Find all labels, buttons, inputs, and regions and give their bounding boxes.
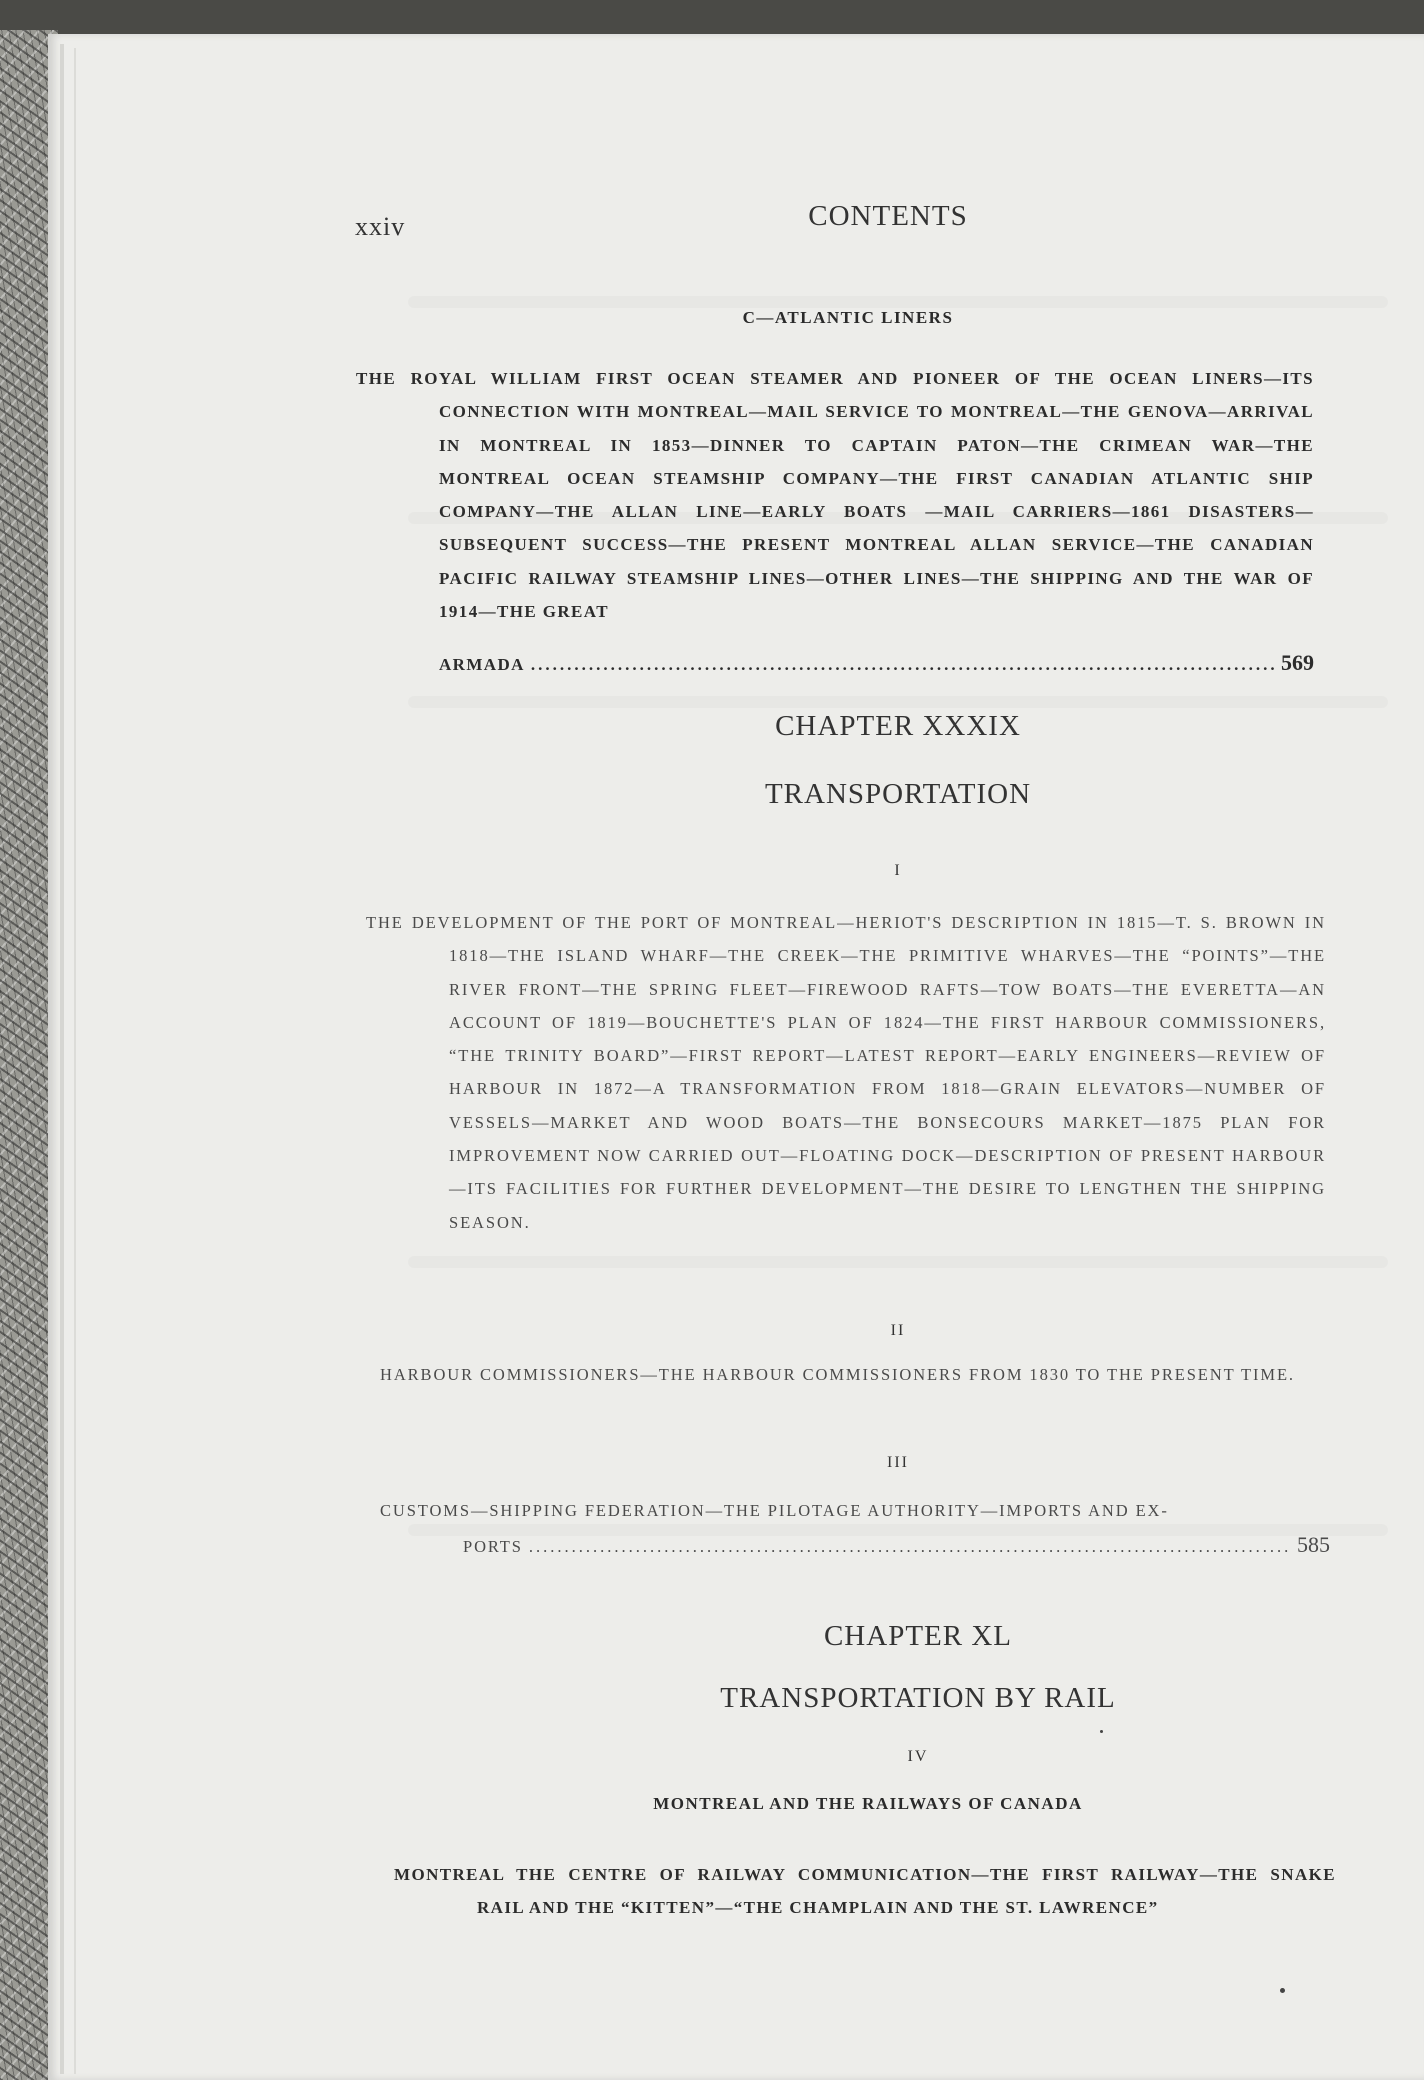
chapter-number: CHAPTER XXXIX — [775, 710, 1021, 742]
page-edge — [60, 44, 64, 2074]
entry-text: THE DEVELOPMENT OF THE PORT OF MONTREAL—HERIOT'S DESCRIPTION IN 1815—T. S. BROWN IN 1818—THE ISLAND WHARF—THE CREEK—THE PRIMITIVE WHARVES—THE “POINTS”—THE RIVER FRONT—THE SPRING FLEET—FIREWOOD RAFTS—TOW BOATS—THE EVERETTA—AN ACCOUNT OF 1819—BOUCHETTE'S PLAN OF 1824—THE FIRST HARBOUR COMMISSIONERS, “THE TRINITY BOARD”—FIRST REPORT—LATEST REPORT—EARLY ENGINEERS—REVIEW OF HARBOUR IN 1872—A TRANSFORMATION FROM 1818—GRAIN ELEVATORS—NUMBER OF VESSELS—MARKET AND WOOD BOATS—THE BONSECOURS MARKET—1875 PLAN FOR IMPROVEMENT NOW CARRIED OUT—FLOATING DOCK—DESCRIPTION OF PRESENT HARBOUR—ITS FACILITIES FOR FURTHER DEVELOPMENT—THE DESIRE TO LENGTHEN THE SHIPPING SEASON. — [366, 913, 1326, 1232]
dot-leaders — [531, 648, 1275, 681]
page-number: 585 — [1297, 1532, 1330, 1557]
part-numeral: IV — [907, 1748, 929, 1765]
toc-entry — [380, 1358, 1330, 1391]
chapter-title: TRANSPORTATION — [764, 778, 1032, 810]
part-numeral: III — [887, 1454, 909, 1471]
paper-speck — [1280, 1988, 1285, 1993]
paper-speck — [1100, 1730, 1103, 1733]
page-number: 569 — [1281, 650, 1314, 675]
part-numeral: I — [894, 862, 902, 879]
chapter-title: TRANSPORTATION BY RAIL — [720, 1682, 1116, 1714]
toc-entry — [366, 906, 1326, 1239]
dot-leaders — [529, 1530, 1291, 1563]
entry-text: PORTS — [463, 1537, 523, 1556]
entry-text: CUSTOMS—SHIPPING FEDERATION—THE PILOTAGE AUTHORITY—IMPORTS AND EX- — [380, 1501, 1169, 1520]
chapter-number: CHAPTER XL — [823, 1620, 1013, 1652]
toc-entry — [394, 1858, 1336, 1925]
page-edge — [74, 48, 76, 2074]
toc-entry-last-line — [463, 1528, 1330, 1563]
page-folio: xxiv — [355, 212, 406, 241]
book-page — [48, 34, 1424, 2080]
show-through — [408, 1256, 1388, 1268]
show-through — [408, 296, 1388, 308]
toc-entry — [356, 362, 1314, 628]
section-heading: C—ATLANTIC LINERS — [742, 308, 954, 327]
entry-text: THE ROYAL WILLIAM FIRST OCEAN STEAMER AND PIONEER OF THE OCEAN LINERS—ITS CONNECTION WITH MONTREAL—MAIL SERVICE TO MONTREAL—THE GENOVA—ARRIVAL IN MONTREAL IN 1853—DINNER TO CAPTAIN PATON—THE CRIMEAN WAR—THE MONTREAL OCEAN STEAMSHIP COMPANY—THE FIRST CANADIAN ATLANTIC SHIP COMPANY—THE ALLAN LINE—EARLY BOATS —MAIL CARRIERS—1861 DISASTERS—SUBSEQUENT SUCCESS—THE PRESENT MONTREAL ALLAN SERVICE—THE CANADIAN PACIFIC RAILWAY STEAMSHIP LINES—OTHER LINES—THE SHIPPING AND THE WAR OF 1914—THE GREAT — [356, 369, 1314, 622]
section-heading: MONTREAL AND THE RAILWAYS OF CANADA — [653, 1794, 1083, 1813]
toc-entry-last-line — [439, 646, 1314, 681]
part-numeral: II — [890, 1322, 906, 1339]
entry-text: ARMADA — [439, 655, 525, 674]
entry-text: MONTREAL THE CENTRE OF RAILWAY COMMUNICATION—THE FIRST RAILWAY—THE SNAKE RAIL AND THE “KITTEN”—“THE CHAMPLAIN AND THE ST. LAWRENCE” — [394, 1865, 1336, 1918]
show-through — [408, 696, 1388, 708]
running-head-title: CONTENTS — [808, 200, 968, 232]
entry-text: HARBOUR COMMISSIONERS—THE HARBOUR COMMISSIONERS FROM 1830 TO THE PRESENT TIME. — [380, 1365, 1295, 1384]
toc-entry — [380, 1494, 1330, 1527]
scan-top-border — [0, 0, 1424, 36]
